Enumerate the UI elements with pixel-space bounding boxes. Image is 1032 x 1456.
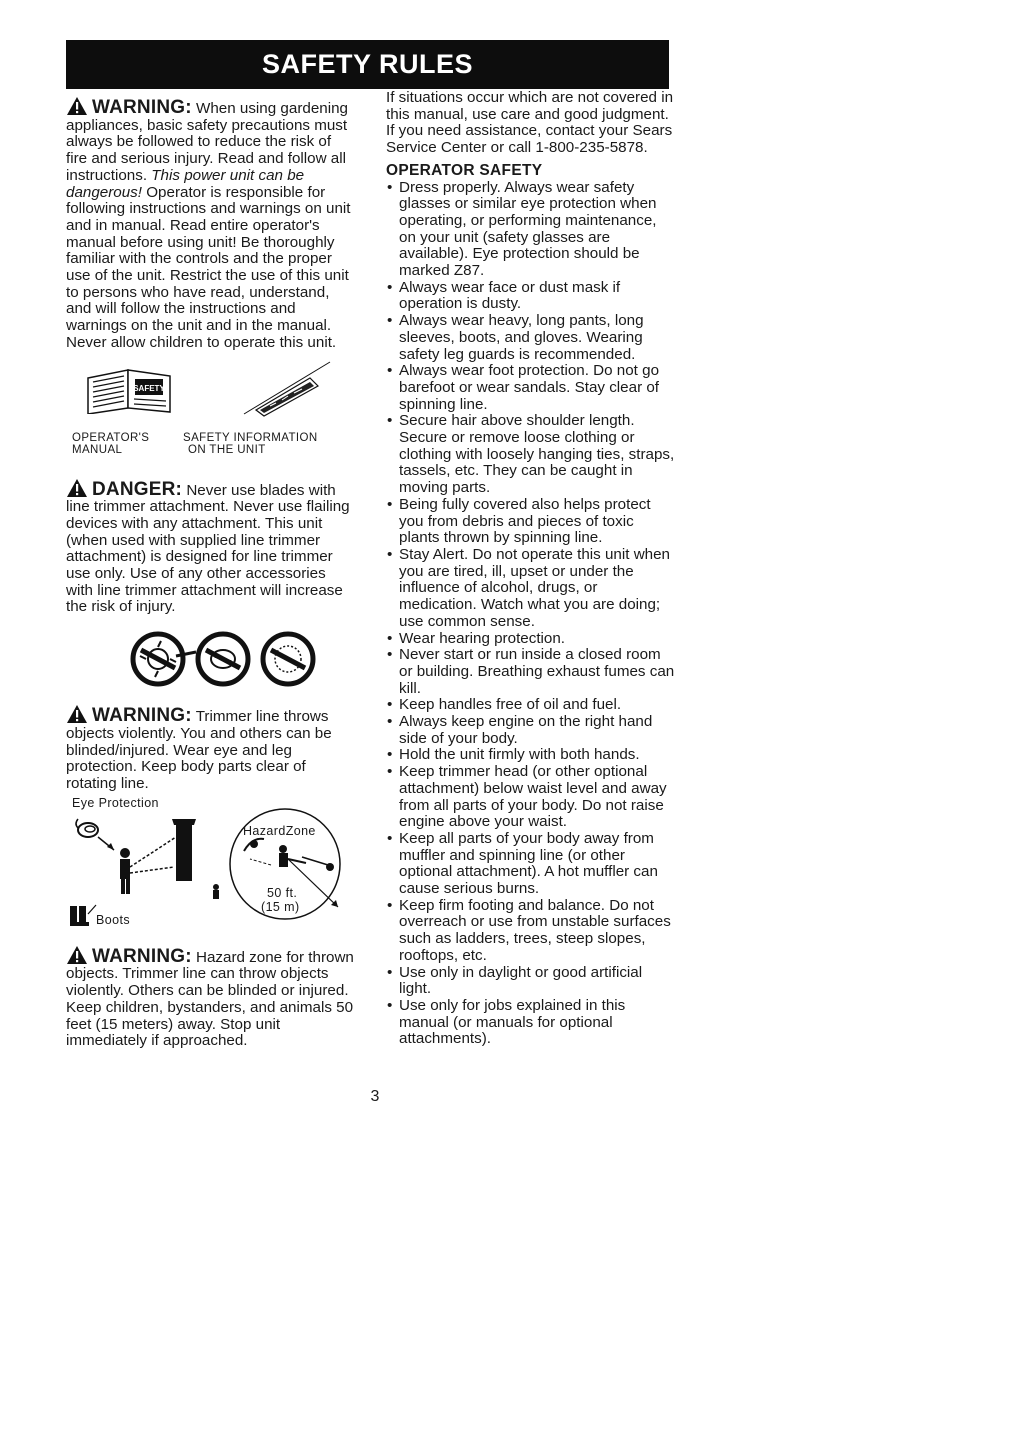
list-item: • Being fully covered also helps protect you from debris and pieces of toxic plants thrown by spinning line. (386, 497, 676, 547)
list-item: • Always keep engine on the right hand side of your body. (386, 714, 676, 747)
operator-figure (120, 837, 176, 894)
list-item: • Dress properly. Always wear safety glasses or similar eye protection when operating, or performing maintenance, on your unit (safety glasses are available). Eye protection should be marked Z87. (386, 180, 676, 280)
prohibited-icons (66, 626, 356, 692)
boots-icon (70, 906, 89, 926)
list-item: • Use only in daylight or good artificial light. (386, 965, 676, 998)
manual-figure-captions (66, 432, 356, 460)
left-column (66, 96, 356, 1050)
no-disc-icon (263, 634, 313, 684)
warning-label: WARNING: (92, 97, 192, 118)
warning-triangle-icon (66, 96, 92, 116)
danger-block (66, 478, 356, 617)
operator-safety-heading: OPERATOR SAFETY (386, 161, 543, 179)
operator-safety-list (386, 180, 676, 1049)
tree-icon (172, 819, 196, 881)
warning-block-1 (66, 96, 356, 352)
warning-text: Trimmer line throws objects violently. You and others can be blinded/injured. Wear eye and leg protection. Keep body parts clear of rotating line. (66, 708, 332, 792)
page-title: SAFETY RULES (66, 40, 669, 89)
danger-text: Never use blades with line trimmer attachment. Never use flailing devices with any attachment. This unit (when used with supplied line trimmer attachment) is designed for line trimmer use only. Use of any other accessories with line trimmer attachment will increase the risk of injury. (66, 481, 350, 616)
warning-triangle-icon (66, 945, 92, 965)
safety-decal-icon (226, 358, 336, 420)
list-item: • Hold the unit firmly with both hands. (386, 747, 676, 764)
manual-figure (66, 360, 356, 432)
dangerous-note: This power unit can be dangerous! (66, 166, 305, 201)
hazard-zone-label: HazardZone (243, 823, 316, 838)
list-item: • Use only for jobs explained in this manual (or manuals for optional attachments). (386, 998, 676, 1048)
no-flail-icon (198, 634, 248, 684)
hazard-zone-figure (66, 797, 356, 937)
goggles-icon (76, 819, 98, 837)
boots-label: Boots (96, 912, 130, 927)
list-item: • Keep handles free of oil and fuel. (386, 697, 676, 714)
list-item: • Keep all parts of your body away from muffler and spinning line (or other optional attachment). A hot muffler can cause serious burns. (386, 831, 676, 898)
warning-block-3 (66, 945, 356, 1050)
book-label: SAFETY (133, 383, 165, 393)
list-item: • Keep firm footing and balance. Do not overreach or use from unstable surfaces such as ladders, trees, steep slopes, rooftops, etc. (386, 898, 676, 965)
list-item: • Never start or run inside a closed room or building. Breathing exhaust fumes can kill. (386, 647, 676, 697)
warning-label: WARNING: (92, 705, 192, 727)
warning-triangle-icon (66, 478, 92, 498)
list-item: • Always wear heavy, long pants, long sleeves, boots, and gloves. Wearing safety leg guards is recommended. (386, 313, 676, 363)
list-item: • Wear hearing protection. (386, 631, 676, 648)
warning-text: Hazard zone for thrown objects. Trimmer line can throw objects violently. Others can be blinded or injured. Keep children, bystanders, and animals 50 feet (15 meters) away. Stop unit immediately if approached. (66, 948, 354, 1050)
warning-triangle-icon (66, 704, 92, 724)
list-item: • Keep trimmer head (or other optional attachment) below waist level and away from all parts of your body. Do not raise engine above your waist. (386, 764, 676, 831)
right-column (386, 90, 676, 1048)
danger-label: DANGER: (92, 478, 183, 500)
list-item: • Always wear face or dust mask if operation is dusty. (386, 280, 676, 313)
distance-m-label: (15 m) (261, 899, 300, 914)
caption-manual-2: MANUAL (72, 444, 123, 457)
intro-paragraph: If situations occur which are not covered in this manual, use care and good judgment. If you need assistance, contact your Sears Service Center or call 1-800-235-5878. (386, 89, 674, 157)
bystander-icon (213, 884, 219, 899)
page-number: 3 (370, 1088, 380, 1105)
list-item: • Always wear foot protection. Do not go barefoot or wear sandals. Stay clear of spinning line. (386, 363, 676, 413)
warning-label: WARNING: (92, 945, 192, 967)
eye-protection-label: Eye Protection (72, 795, 159, 810)
caption-manual-1: OPERATOR'S (72, 431, 150, 444)
no-blade-icon (133, 634, 196, 684)
warning-block-2 (66, 704, 356, 793)
warning-text: When using gardening appliances, basic safety precautions must always be followed to reduce the risk of fire and serious injury. Read and follow all instructions. (66, 100, 348, 184)
list-item: • Secure hair above shoulder length. Secure or remove loose clothing or clothing with loosely hanging ties, straps, tassels, etc. They can be caught in moving parts. (386, 413, 676, 497)
caption-unit-1: SAFETY INFORMATION (183, 431, 318, 444)
list-item: • Stay Alert. Do not operate this unit when you are tired, ill, upset or under the influence of alcohol, drugs, or medication. Watch what you are doing; use common sense. (386, 547, 676, 631)
prohibited-attachments-figure (66, 626, 356, 692)
caption-unit-2: ON THE UNIT (188, 444, 266, 457)
distance-ft-label: 50 ft. (267, 885, 298, 900)
warning-text-2: Operator is responsible for following instructions and warnings on unit and in manual. Read entire operator's manual before using unit! Be thoroughly familiar with the controls and the proper use of the unit. Restrict the use of this unit to persons who have read, understand, and will follow the instructions and warnings on the unit and in the manual. Never allow children to operate this unit. (66, 183, 351, 351)
manual-book-icon (80, 364, 180, 414)
